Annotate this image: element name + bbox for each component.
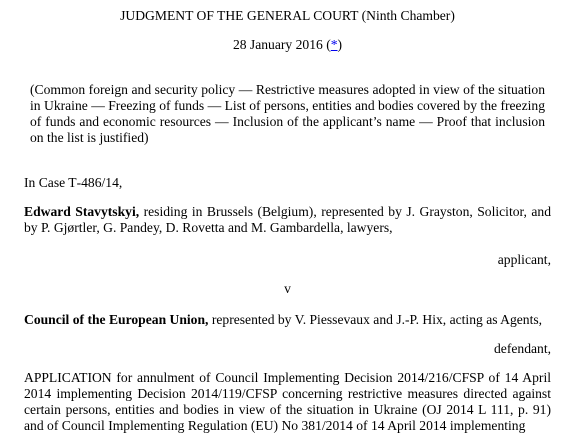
judgment-document xyxy=(24,8,551,434)
defendant-paragraph xyxy=(24,312,551,328)
application-paragraph: APPLICATION for annulment of Council Implementing Decision 2014/216/CFSP of 14 April 2014 implementing Decision 2014/119/CFSP concerning restrictive measures directed against certain persons, entities and bodies in view of the situation in Ukraine (OJ 2014 L 111, p. 91) and of Council Implementing Regulation (EU) No 381/2014 of 14 April 2014 implementing xyxy=(24,370,551,433)
applicant-paragraph xyxy=(24,204,551,236)
judgment-date: 28 January 2016 xyxy=(232,37,323,52)
applicant-details: residing in Brussels (Belgium), represented by J. Grayston, Solicitor, and by P. Gjørtler, G. Pandey, D. Rovetta and M. Gambardella, lawyers, xyxy=(24,204,551,235)
defendant-name: Council of the European Union, xyxy=(24,312,209,327)
footnote-link[interactable]: * xyxy=(330,37,338,52)
keywords-summary: (Common foreign and security policy — Restrictive measures adopted in view of the situation in Ukraine — Freezing of funds — List of persons, entities and bodies covered by the freezing of funds and economic resources — Inclusion of the applicant’s name — Proof that inclusion on the list is justified) xyxy=(30,82,545,145)
applicant-role: applicant, xyxy=(497,252,551,267)
footnote-open: ( xyxy=(326,37,331,52)
defendant-role: defendant, xyxy=(494,341,551,356)
document-title: JUDGMENT OF THE GENERAL COURT (Ninth Chamber) xyxy=(120,8,455,23)
applicant-name: Edward Stavytskyi, xyxy=(24,204,140,219)
judgment-date-line xyxy=(24,37,551,53)
footnote-close: ) xyxy=(337,37,343,52)
case-number: In Case T‑486/14, xyxy=(24,175,123,190)
defendant-details: represented by V. Piessevaux and J.‑P. Hix, acting as Agents, xyxy=(211,312,543,327)
versus-label: v xyxy=(284,281,291,296)
